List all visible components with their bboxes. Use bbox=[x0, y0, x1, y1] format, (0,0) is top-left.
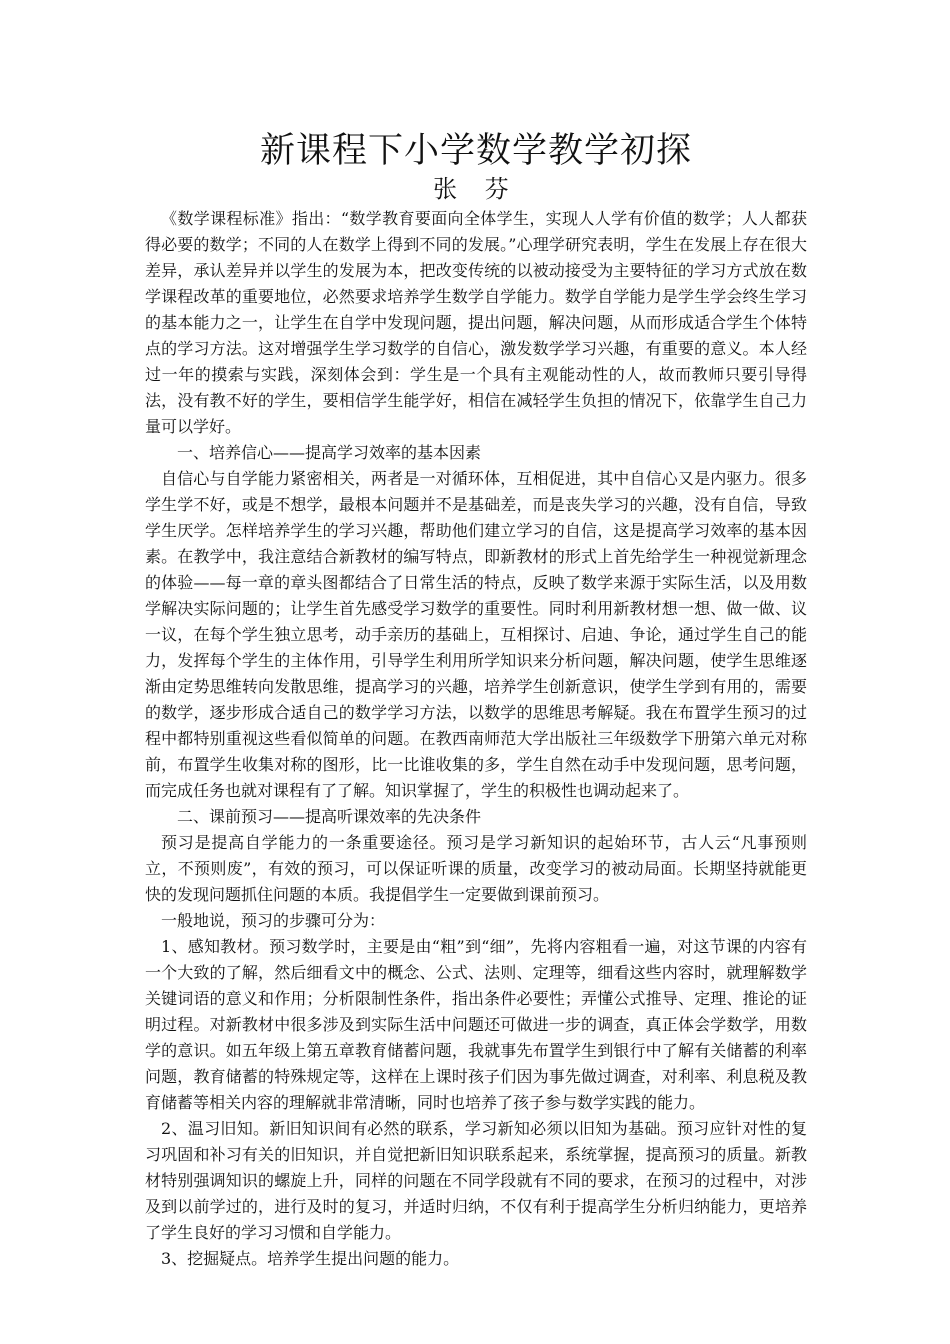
section-1-paragraph: 自信心与自学能力紧密相关，两者是一对循环体，互相促进，其中自信心又是内驱力。很多学生学不好，或是不想学，最根本问题并不是基础差，而是丧失学习的兴趣，没有自信，导致学生厌学。怎样培养学生的学习兴趣，帮助他们建立学习的自信，这是提高学习效率的基本因素。在教学中，我注意结合新教材的编写特点，即新教材的形式上首先给学生一种视觉新理念的体验——每一章的章头图都结合了日常生活的特点，反映了数学来源于实际生活，以及用数学解决实际问题的；让学生首先感受学习数学的重要性。同时利用新教材想一想、做一做、议一议，在每个学生独立思考，动手亲历的基础上，互相探讨、启迪、争论，通过学生自己的能力，发挥每个学生的主体作用，引导学生利用所学知识来分析问题，解决问题，使学生思维逐渐由定势思维转向发散思维，提高学习的兴趣，培养学生创新意识，使学生学到有用的，需要的数学，逐步形成合适自己的数学学习方法，以数学的思维思考解疑。我在布置学生预习的过程中都特别重视这些看似简单的问题。在教西南师范大学出版社三年级数学下册第六单元对称前，布置学生收集对称的图形，比一比谁收集的多，学生自然在动手中发现问题，思考问题，而完成任务也就对课程有了了解。知识掌握了，学生的积极性也调动起来了。 bbox=[145, 469, 807, 800]
document-page bbox=[145, 128, 807, 1272]
document-author: 张 芬 bbox=[433, 175, 519, 203]
steps-intro-paragraph: 一般地说，预习的步骤可分为： bbox=[161, 911, 386, 930]
document-title: 新课程下小学数学教学初探 bbox=[259, 131, 692, 171]
step-2-paragraph: 2、温习旧知。新旧知识间有必然的联系，学习新知必须以旧知为基础。预习应针对性的复习巩固和补习有关的旧知识，并自觉把新旧知识联系起来，系统掌握，提高预习的质量。新教材特别强调知识的螺旋上升，同样的问题在不同学段就有不同的要求，在预习的过程中，对涉及到以前学过的，进行及时的复习，并适时归纳，不仅有利于提高学生分析归纳能力，更培养了学生良好的学习习惯和自学能力。 bbox=[145, 1119, 807, 1242]
step-3-paragraph: 3、挖掘疑点。培养学生提出问题的能力。 bbox=[161, 1249, 460, 1268]
section-heading-1: 一、培养信心——提高学习效率的基本因素 bbox=[177, 443, 482, 462]
intro-paragraph: 《数学课程标准》指出：“数学教育要面向全体学生，实现人人学有价值的数学；人人都获得必要的数学；不同的人在数学上得到不同的发展。”心理学研究表明，学生在发展上存在很大差异，承认差异并以学生的发展为本，把改变传统的以被动接受为主要特征的学习方式放在数学课程改革的重要地位，必然要求培养学生数学自学能力。数学自学能力是学生学会终生学习的基本能力之一，让学生在自学中发现问题，提出问题，解决问题，从而形成适合学生个体特点的学习方法。这对增强学生学习数学的自信心，激发数学学习兴趣，有重要的意义。本人经过一年的摸索与实践，深刻体会到：学生是一个具有主观能动性的人，故而教师只要引导得法，没有教不好的学生，要相信学生能学好，相信在减轻学生负担的情况下，依靠学生自己力量可以学好。 bbox=[145, 209, 807, 436]
step-1-paragraph: 1、感知教材。预习数学时，主要是由“粗”到“细”，先将内容粗看一遍，对这节课的内容有一个大致的了解，然后细看文中的概念、公式、法则、定理等，细看这些内容时，就理解数学关键词语的意义和作用；分析限制性条件，指出条件必要性；弄懂公式推导、定理、推论的证明过程。对新教材中很多涉及到实际生活中问题还可做进一步的调查，真正体会学数学，用数学的意识。如五年级上第五章教育储蓄问题，我就事先布置学生到银行中了解有关储蓄的利率问题，教育储蓄的特殊规定等，这样在上课时孩子们因为事先做过调查，对利率、利息税及教育储蓄等相关内容的理解就非常清晰，同时也培养了孩子参与数学实践的能力。 bbox=[145, 937, 807, 1112]
section-2-paragraph: 预习是提高自学能力的一条重要途径。预习是学习新知识的起始环节，古人云“凡事预则立，不预则废”，有效的预习，可以保证听课的质量，改变学习的被动局面。长期坚持就能更快的发现问题抓住问题的本质。我提倡学生一定要做到课前预习。 bbox=[145, 833, 807, 904]
section-heading-2: 二、课前预习——提高听课效率的先决条件 bbox=[177, 807, 482, 826]
